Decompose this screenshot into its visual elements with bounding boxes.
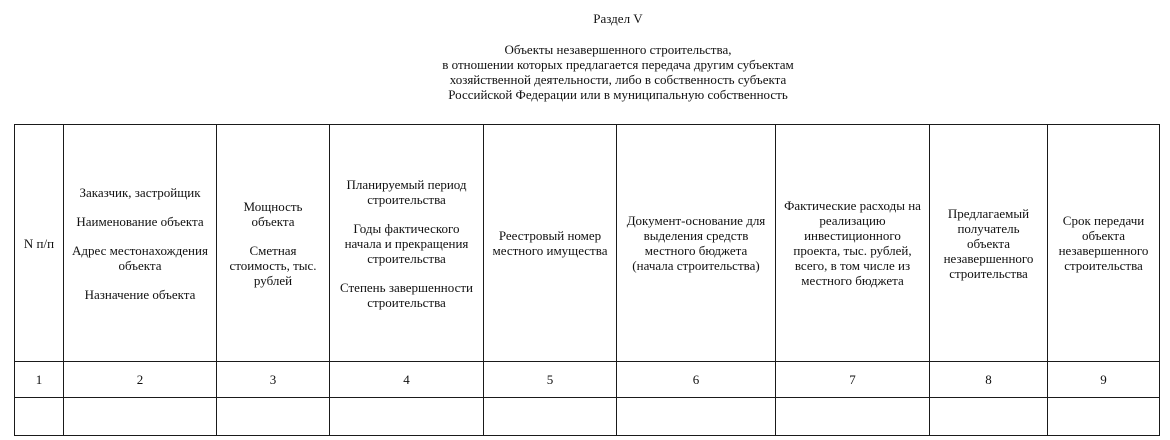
empty-cell bbox=[776, 398, 930, 436]
header-cell-recipient bbox=[930, 125, 1048, 362]
empty-cell bbox=[930, 398, 1048, 436]
empty-cell bbox=[64, 398, 217, 436]
empty-cell bbox=[217, 398, 330, 436]
table-header-row bbox=[15, 125, 1160, 362]
header-text: Документ-основание для выделения средств местного бюджета (начала строительства) bbox=[626, 213, 766, 273]
header-text: Предлагаемый получатель объекта незавершенного строительства bbox=[943, 205, 1034, 281]
column-number: 5 bbox=[484, 362, 617, 398]
column-number: 2 bbox=[64, 362, 217, 398]
header-text: Заказчик, застройщик bbox=[79, 184, 201, 200]
column-number: 9 bbox=[1048, 362, 1160, 398]
header-cell-transfer-term bbox=[1048, 125, 1160, 362]
header-text: Срок передачи объекта незавершенного строительства bbox=[1058, 213, 1149, 273]
column-number: 7 bbox=[776, 362, 930, 398]
header-text: Наименование объекта bbox=[76, 213, 204, 229]
header-text: Сметная стоимость, тыс. рублей bbox=[229, 242, 317, 288]
heading-line: Российской Федерации или в муниципальную собственность bbox=[448, 87, 788, 102]
header-text: Годы фактического начала и прекращения строительства bbox=[344, 220, 469, 266]
column-number: 6 bbox=[617, 362, 776, 398]
header-text: Реестровый номер местного имущества bbox=[492, 228, 608, 258]
header-text: Планируемый период строительства bbox=[346, 176, 467, 207]
empty-cell bbox=[617, 398, 776, 436]
header-text: N п/п bbox=[23, 235, 55, 251]
column-number: 3 bbox=[217, 362, 330, 398]
header-cell-customer bbox=[64, 125, 217, 362]
header-cell-capacity bbox=[217, 125, 330, 362]
header-cell-number bbox=[15, 125, 64, 362]
heading-line: в отношении которых предлагается передача другим субъектам bbox=[442, 57, 794, 72]
heading-line: хозяйственной деятельности, либо в собственность субъекта bbox=[449, 72, 787, 87]
header-text: Фактические расходы на реализацию инвестиционного проекта, тыс. рублей, всего, в том числе из местного бюджета bbox=[784, 198, 921, 288]
column-number: 8 bbox=[930, 362, 1048, 398]
header-cell-period bbox=[330, 125, 484, 362]
header-cell-expenses bbox=[776, 125, 930, 362]
header-cell-document bbox=[617, 125, 776, 362]
objects-table bbox=[14, 124, 1160, 436]
column-numbers-row bbox=[15, 362, 1160, 398]
document-heading bbox=[0, 42, 1170, 102]
empty-cell bbox=[1048, 398, 1160, 436]
header-text: Адрес местонахождения объекта bbox=[72, 242, 208, 273]
section-title: Раздел V bbox=[593, 11, 643, 26]
empty-cell bbox=[484, 398, 617, 436]
table-row bbox=[15, 398, 1160, 436]
column-number: 4 bbox=[330, 362, 484, 398]
header-cell-registry bbox=[484, 125, 617, 362]
header-text: Мощность объекта bbox=[243, 198, 303, 229]
heading-line: Объекты незавершенного строительства, bbox=[504, 42, 732, 57]
empty-cell bbox=[330, 398, 484, 436]
header-text: Назначение объекта bbox=[84, 286, 196, 302]
header-text: Степень завершенности строительства bbox=[340, 279, 473, 310]
column-number: 1 bbox=[15, 362, 64, 398]
empty-cell bbox=[15, 398, 64, 436]
